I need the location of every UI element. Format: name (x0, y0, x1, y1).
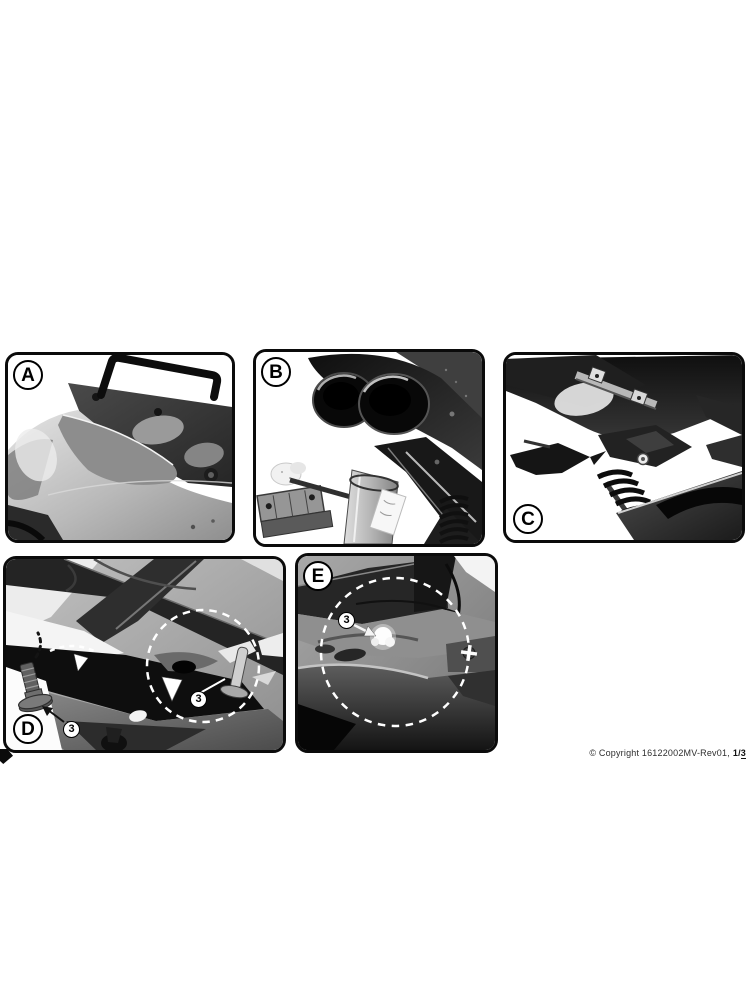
photo-rack-mounted-top-view (8, 355, 232, 540)
panel-d (3, 556, 286, 753)
page-separator: / (738, 748, 741, 758)
step-letter: A (21, 364, 35, 386)
target-fitting-point (370, 624, 396, 650)
step-letter: C (521, 508, 535, 530)
callout-number: 3 (195, 693, 202, 705)
step-label-b (261, 357, 291, 387)
photo-tail-exhaust-rear-view (256, 352, 482, 544)
exhaust-outlets (313, 373, 429, 434)
callout-3 (338, 612, 355, 629)
step-label-d (13, 714, 43, 744)
exhaust-body (298, 665, 495, 750)
callout-3 (63, 721, 80, 738)
panel-e (295, 553, 498, 753)
panel-c (503, 352, 745, 543)
page-total: 3 (740, 748, 746, 758)
panel-a (5, 352, 235, 543)
step-label-a (13, 360, 43, 390)
step-letter: E (311, 565, 325, 587)
step-letter: B (269, 361, 283, 383)
callout-number: 3 (68, 723, 75, 735)
step-letter: D (21, 718, 35, 740)
step-label-e (303, 561, 333, 591)
copyright-line (589, 748, 746, 758)
step-label-c (513, 504, 543, 534)
callout-3 (190, 691, 207, 708)
copyright-text: © Copyright 16122002MV-Rev01, (589, 748, 730, 758)
callout-number: 3 (343, 614, 350, 626)
photo-screw-fitting-point-left (6, 559, 283, 750)
panel-b (253, 349, 485, 547)
page-indicator (733, 748, 746, 758)
page-current: 1 (732, 748, 739, 758)
